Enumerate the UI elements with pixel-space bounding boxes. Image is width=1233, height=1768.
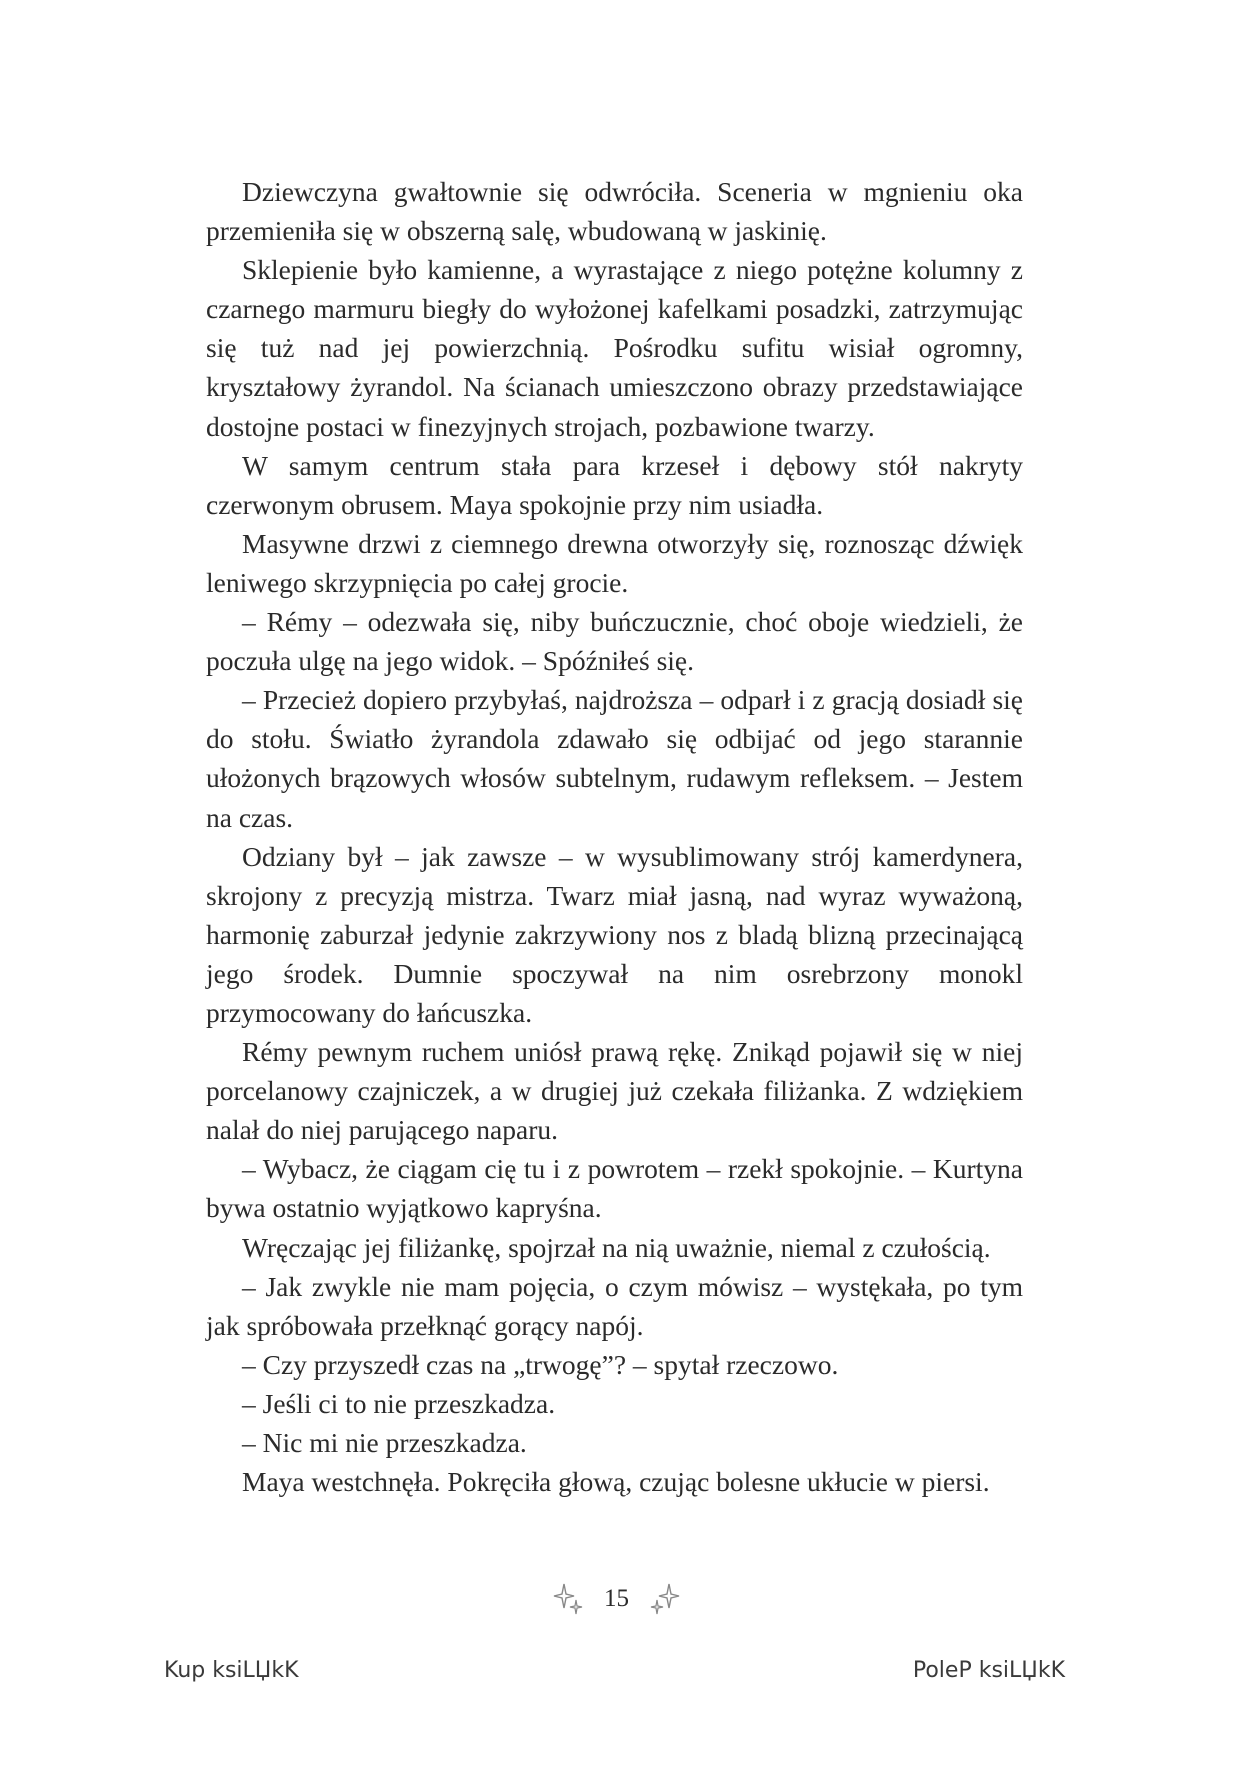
paragraph: Sklepienie było kamienne, a wyrastające z niego potężne kolumny z czarnego marmuru biegły do wyłożonej kafelkami posadzki, zatrzymując się tuż nad jej powierzchnią. Pośrodku sufitu wisiał ogromny, kryształowy żyrandol. Na ścianach umieszczono obrazy przedstawiające dostojne postaci w finezyjnych strojach, pozbawione twarzy.	[206, 254, 1023, 442]
page-number: 15	[604, 1585, 629, 1612]
paragraph: Wręczając jej filiżankę, spojrzał na nią uważnie, niemal z czułością.	[242, 1231, 991, 1263]
paragraph: W samym centrum stała para krzeseł i dębowy stół nakryty czerwonym obrusem. Maya spokojnie przy nim usiadła.	[206, 449, 1023, 520]
paragraph: Masywne drzwi z ciemnego drewna otworzyły się, roznosząc dźwięk leniwego skrzypnięcia po całej grocie.	[206, 527, 1023, 598]
body-text	[206, 172, 1023, 1501]
paragraph: – Nic mi nie przeszkadza.	[242, 1427, 527, 1458]
paragraph: – Rémy – odezwała się, niby buńczucznie, choć oboje wiedzieli, że poczuła ulgę na jego widok. – Spóźniłeś się.	[206, 606, 1023, 677]
footer-recommend-link[interactable]: PoleP ksiLЏkK	[912, 1658, 1065, 1683]
sparkle-star-icon	[647, 1582, 681, 1616]
paragraph: Dziewczyna gwałtownie się odwróciła. Sceneria w mgnieniu oka przemieniła się w obszerną salę, wbudowaną w jaskinię.	[206, 176, 1023, 247]
paragraph: – Czy przyszedł czas na „trwogę”? – spytał rzeczowo.	[242, 1348, 839, 1380]
folio	[0, 1582, 1233, 1616]
paragraph: – Jeśli ci to nie przeszkadza.	[242, 1387, 556, 1419]
paragraph: – Jak zwykle nie mam pojęcia, o czym mówisz – wystękała, po tym jak spróbowała przełknąć gorący napój.	[206, 1270, 1023, 1341]
paragraph: Rémy pewnym ruchem uniósł prawą rękę. Znikąd pojawił się w niej porcelanowy czajniczek, a w drugiej już czekała filiżanka. Z wdziękiem nalał do niej parującego naparu.	[206, 1036, 1023, 1146]
paragraph: – Przecież dopiero przybyłaś, najdroższa – odparł i z gracją dosiadł się do stołu. Światło żyrandola zdawało się odbijać od jego starannie ułożonych brązowych włosów subtelnym, rudawym refleksem. – Jestem na czas.	[206, 684, 1023, 833]
sparkle-star-icon	[552, 1582, 586, 1616]
paragraph: – Wybacz, że ciągam cię tu i z powrotem – rzekł spokojnie. – Kurtyna bywa ostatnio wyjątkowo kapryśna.	[206, 1153, 1023, 1224]
footer-buy-link[interactable]: Kup ksiLЏkK	[164, 1658, 299, 1683]
paragraph: Odziany był – jak zawsze – w wysublimowany strój kamerdynera, skrojony z precyzją mistrza. Twarz miał jasną, nad wyraz wyważoną, harmonię zaburzał jedynie zakrzywiony nos z bladą blizną przecinającą jego środek. Dumnie spoczywał na nim osrebrzony monokl przymocowany do łańcuszka.	[206, 840, 1023, 1028]
paragraph: Maya westchnęła. Pokręciła głową, czując bolesne ukłucie w piersi.	[242, 1466, 990, 1498]
